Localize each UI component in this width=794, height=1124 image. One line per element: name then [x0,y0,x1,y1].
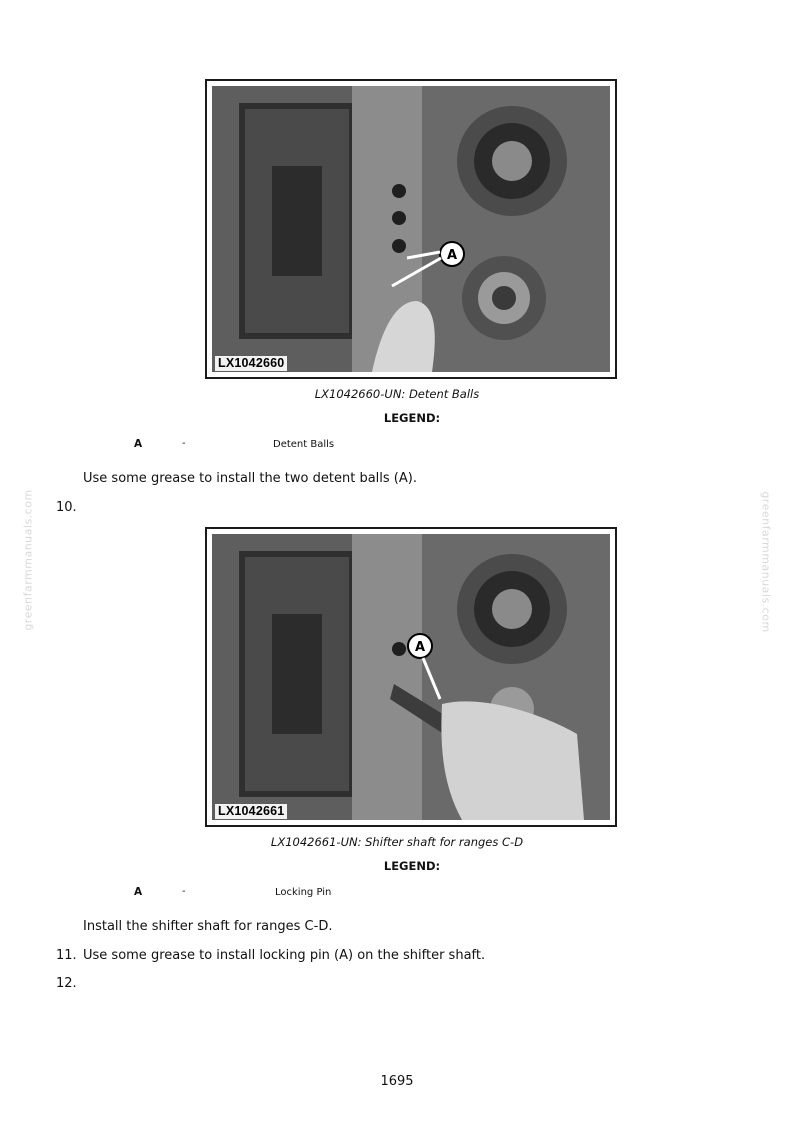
watermark-left: greenfarmmanuals.com [21,489,35,631]
step-text: Use some grease to install the two detent balls (A). [83,471,417,486]
step-text: Install the shifter shaft for ranges C-D. [83,919,333,934]
legend-key: A [134,438,143,450]
legend-key: A [134,886,143,898]
photo-shifter-shaft [212,534,610,820]
step-number: 10. [56,500,77,515]
figure-detent-balls [205,79,617,379]
watermark-right: greenfarmmanuals.com [759,491,773,633]
step-number: 12. [56,976,77,991]
callout-a-1: A [446,248,458,263]
figure-image-label: LX1042660 [215,356,287,371]
figure-image-label: LX1042661 [215,804,287,819]
legend-description: Detent Balls [273,439,335,450]
legend-title: LEGEND: [383,411,441,425]
figure-caption: LX1042661-UN: Shifter shaft for ranges C-D [270,835,524,849]
photo-detent-balls [212,86,610,372]
callout-a-2: A [414,640,426,655]
legend-dash: - [182,438,186,449]
legend-title: LEGEND: [383,859,441,873]
figure-shifter-shaft [205,527,617,827]
page-number: 1695 [380,1074,414,1089]
step-number: 11. [56,948,77,963]
legend-dash: - [182,886,186,897]
step-text: Use some grease to install locking pin (A) on the shifter shaft. [83,948,486,963]
figure-caption: LX1042660-UN: Detent Balls [314,387,480,401]
legend-description: Locking Pin [275,887,332,898]
